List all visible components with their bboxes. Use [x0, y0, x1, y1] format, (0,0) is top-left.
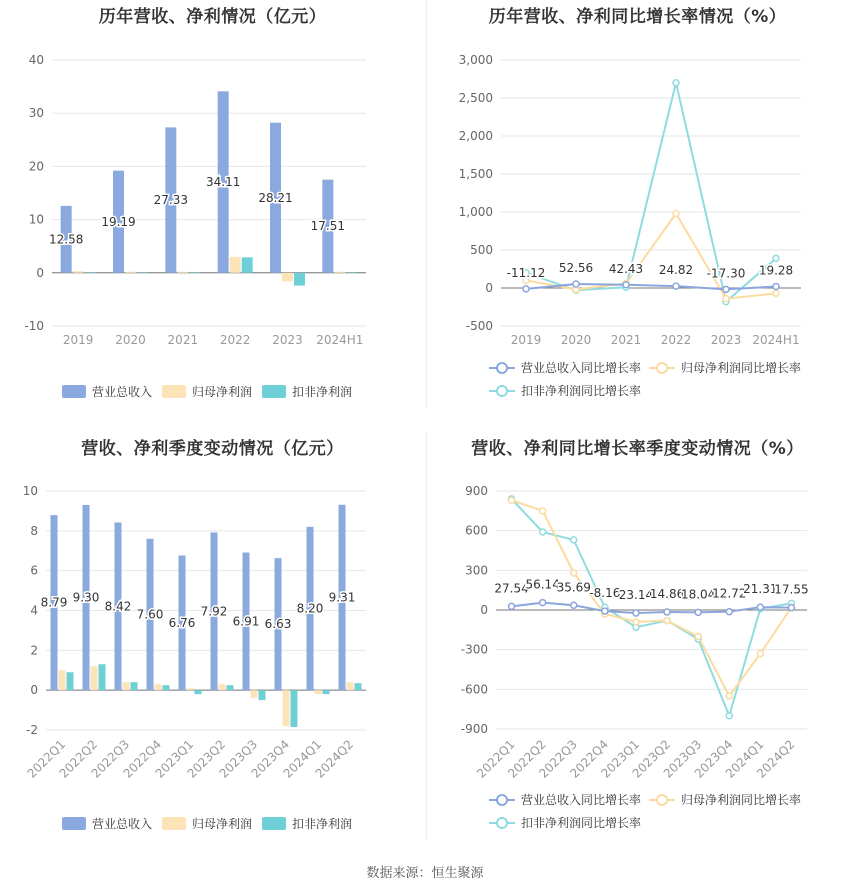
- bar: [334, 272, 345, 273]
- bar: [137, 272, 148, 273]
- legend-swatch: [162, 385, 186, 398]
- y-tick-label: -2: [26, 723, 38, 737]
- annual-revenue-profit-panel: [0, 0, 425, 432]
- x-tick-label: 2021: [610, 333, 642, 347]
- data-label: 23.14: [618, 588, 654, 603]
- y-tick-label: -500: [465, 319, 493, 333]
- legend-swatch: [262, 817, 286, 830]
- data-point: [523, 286, 529, 292]
- x-tick-label: 2023Q4: [248, 737, 293, 781]
- bar: [123, 682, 130, 690]
- data-point: [723, 296, 729, 302]
- data-label: -11.12: [506, 265, 546, 280]
- data-label: 18.04: [680, 587, 716, 602]
- bar: [177, 272, 188, 273]
- data-label: 42.43: [608, 261, 644, 276]
- legend-label: 扣非净利润: [292, 385, 353, 399]
- data-point: [633, 619, 639, 625]
- data-label: -17.30: [706, 266, 746, 281]
- data-label: 7.60: [136, 607, 164, 622]
- legend-swatch: [497, 386, 507, 396]
- x-tick-label: 2023: [710, 333, 742, 347]
- x-tick-label: 2022: [660, 333, 692, 347]
- x-tick-label: 2020: [560, 333, 592, 347]
- bar: [347, 682, 354, 690]
- legend-label: 扣非净利润同比增长率: [521, 384, 642, 398]
- data-label: 21.31: [743, 582, 778, 597]
- legend-label: 营业总收入: [92, 817, 153, 831]
- legend-swatch: [657, 795, 667, 805]
- x-tick-label: 2024H1: [316, 333, 364, 347]
- y-tick-label: 900: [465, 484, 488, 498]
- data-point: [509, 603, 515, 609]
- x-tick-label: 2024H1: [752, 333, 800, 347]
- quarterly-revenue-profit-panel: [0, 432, 425, 864]
- bar: [315, 690, 322, 694]
- data-label: 12.72: [712, 586, 747, 601]
- data-point: [773, 284, 779, 290]
- data-point: [726, 693, 732, 699]
- y-tick-label: -900: [460, 722, 488, 736]
- x-tick-label: 2023Q2: [629, 737, 674, 781]
- data-label: 6.91: [232, 614, 260, 629]
- data-point: [573, 281, 579, 287]
- y-tick-label: 500: [470, 243, 493, 257]
- bar: [242, 257, 253, 272]
- data-label: 19.19: [101, 214, 136, 229]
- legend-label: 归母净利润同比增长率: [681, 793, 802, 807]
- legend-swatch: [657, 363, 667, 373]
- y-tick-label: 10: [22, 484, 38, 498]
- data-label: 6.63: [264, 617, 292, 632]
- bar: [227, 685, 234, 690]
- chart-title: 营收、净利同比增长率季度变动情况（%）: [471, 439, 804, 459]
- quarterly-bar-chart: [0, 432, 425, 842]
- y-tick-label: 40: [28, 53, 44, 67]
- bar: [251, 690, 258, 698]
- y-tick-label: 2,000: [458, 129, 493, 143]
- quarterly-growth-panel: [425, 432, 850, 864]
- legend-label: 营业总收入同比增长率: [521, 361, 642, 375]
- x-tick-label: 2022Q1: [474, 737, 518, 781]
- x-tick-label: 2022Q1: [24, 737, 69, 781]
- data-label: 8.79: [40, 595, 68, 610]
- bar: [294, 273, 305, 286]
- data-label: -8.16: [589, 586, 621, 601]
- x-tick-label: 2022: [219, 333, 251, 347]
- data-label: 35.69: [556, 580, 591, 595]
- data-point: [540, 529, 546, 535]
- data-point: [509, 497, 515, 503]
- bar: [155, 684, 162, 690]
- x-tick-label: 2023Q3: [216, 737, 261, 781]
- data-point: [673, 283, 679, 289]
- bar: [99, 664, 106, 690]
- data-point: [633, 610, 639, 616]
- y-tick-label: 1,500: [458, 167, 493, 181]
- series-line: [512, 603, 792, 613]
- y-tick-label: 4: [30, 603, 38, 618]
- annual-growth-panel: [425, 0, 850, 432]
- y-tick-label: 3,000: [458, 53, 493, 67]
- x-tick-label: 2023Q1: [598, 737, 643, 781]
- data-point: [673, 80, 679, 86]
- y-tick-label: -300: [460, 642, 488, 657]
- data-label: 24.82: [658, 263, 694, 278]
- bar: [323, 690, 330, 694]
- y-tick-label: 600: [465, 523, 488, 538]
- bar: [283, 690, 290, 726]
- data-point: [571, 537, 577, 543]
- annual-bar-chart: [0, 0, 425, 410]
- bar: [85, 272, 96, 273]
- bar: [67, 672, 74, 690]
- x-tick-label: 2023Q1: [152, 737, 197, 781]
- data-point: [726, 713, 732, 719]
- chart-title: 历年营收、净利情况（亿元）: [98, 7, 327, 27]
- data-label: 8.42: [104, 599, 132, 614]
- y-tick-label: -600: [460, 682, 488, 697]
- data-point: [540, 508, 546, 514]
- bar: [259, 690, 266, 700]
- legend-label: 营业总收入同比增长率: [521, 793, 642, 807]
- data-point: [773, 255, 779, 261]
- y-tick-label: 2,500: [458, 91, 493, 105]
- bar: [189, 272, 200, 273]
- legend-label: 归母净利润: [192, 817, 253, 831]
- data-point: [623, 282, 629, 288]
- y-tick-label: 8: [30, 523, 38, 538]
- y-tick-label: 0: [30, 683, 38, 698]
- y-tick-label: 20: [28, 159, 44, 174]
- x-tick-label: 2021: [167, 333, 199, 347]
- data-source: 数据来源：恒生聚源: [366, 866, 484, 881]
- x-tick-label: 2022Q4: [120, 737, 165, 781]
- bar: [355, 683, 362, 690]
- data-point: [773, 290, 779, 296]
- legend-swatch: [497, 818, 507, 828]
- x-tick-label: 2024Q1: [722, 737, 767, 781]
- data-point: [757, 651, 763, 657]
- data-label: 19.28: [758, 263, 794, 278]
- legend-swatch: [62, 817, 86, 830]
- legend-label: 归母净利润同比增长率: [681, 361, 802, 375]
- data-point: [726, 609, 732, 615]
- y-tick-label: 1,000: [458, 205, 493, 219]
- y-tick-label: 300: [465, 563, 488, 578]
- legend-label: 扣非净利润: [292, 817, 353, 831]
- annual-growth-line-chart: [425, 0, 850, 410]
- bar: [187, 688, 194, 690]
- bar: [91, 666, 98, 690]
- chart-title: 营收、净利季度变动情况（亿元）: [81, 439, 344, 459]
- x-tick-label: 2022Q2: [505, 737, 549, 781]
- data-point: [664, 609, 670, 615]
- y-tick-label: -10: [24, 319, 44, 333]
- y-tick-label: 0: [36, 265, 44, 280]
- bar: [291, 690, 298, 727]
- x-tick-label: 2019: [510, 333, 542, 347]
- data-label: 6.76: [168, 615, 196, 630]
- x-tick-label: 2024Q1: [280, 737, 325, 781]
- bar: [59, 670, 66, 690]
- data-label: 52.56: [558, 261, 594, 276]
- data-point: [602, 608, 608, 614]
- bar: [219, 684, 226, 690]
- bar: [125, 272, 136, 273]
- data-label: 28.21: [258, 190, 293, 205]
- data-label: 9.31: [328, 590, 356, 605]
- data-label: 27.33: [153, 193, 189, 208]
- data-point: [695, 633, 701, 639]
- x-tick-label: 2023: [272, 333, 303, 347]
- data-point: [664, 618, 670, 624]
- x-tick-label: 2022Q4: [567, 737, 611, 781]
- data-label: 27.54: [494, 581, 529, 596]
- legend-label: 归母净利润: [192, 385, 253, 399]
- data-point: [788, 605, 794, 611]
- data-label: 17.51: [310, 219, 346, 234]
- data-label: 56.14: [525, 577, 560, 592]
- x-tick-label: 2019: [62, 333, 94, 347]
- x-tick-label: 2023Q4: [691, 737, 736, 781]
- legend-label: 扣非净利润同比增长率: [521, 816, 642, 830]
- quarterly-growth-line-chart: [425, 432, 850, 842]
- data-label: 8.20: [296, 601, 324, 616]
- legend-label: 营业总收入: [92, 385, 153, 399]
- data-point: [695, 609, 701, 615]
- bar: [230, 257, 241, 273]
- legend-swatch: [262, 385, 286, 398]
- x-tick-label: 2020: [115, 333, 146, 347]
- y-tick-label: 10: [28, 212, 44, 227]
- bar: [73, 271, 84, 273]
- legend-swatch: [497, 363, 507, 373]
- data-point: [571, 570, 577, 576]
- x-tick-label: 2024Q2: [312, 737, 357, 781]
- bar: [346, 272, 357, 273]
- data-label: 34.11: [205, 175, 241, 190]
- x-tick-label: 2022Q3: [536, 737, 580, 781]
- data-point: [540, 600, 546, 606]
- y-tick-label: 0: [485, 281, 493, 295]
- x-tick-label: 2023Q3: [660, 737, 705, 781]
- bar: [163, 685, 170, 690]
- data-point: [673, 211, 679, 217]
- bar: [195, 690, 202, 694]
- y-tick-label: 2: [30, 643, 38, 658]
- data-label: 12.58: [48, 232, 84, 247]
- x-tick-label: 2023Q2: [184, 737, 229, 781]
- data-point: [723, 286, 729, 292]
- data-label: 7.92: [200, 604, 228, 619]
- y-tick-label: 30: [28, 106, 44, 121]
- chart-title: 历年营收、净利同比增长率情况（%）: [488, 7, 787, 27]
- y-tick-label: 0: [480, 603, 488, 617]
- legend-swatch: [162, 817, 186, 830]
- bar: [131, 682, 138, 690]
- bar: [282, 273, 293, 282]
- data-label: 14.86: [649, 586, 685, 601]
- data-point: [757, 604, 763, 610]
- x-tick-label: 2022Q3: [88, 737, 133, 781]
- legend-swatch: [497, 795, 507, 805]
- x-tick-label: 2022Q2: [56, 737, 101, 781]
- legend-swatch: [62, 385, 86, 398]
- x-tick-label: 2024Q2: [753, 737, 798, 781]
- y-tick-label: 6: [30, 563, 38, 578]
- data-label: 17.55: [774, 582, 809, 597]
- data-label: 9.30: [72, 590, 100, 605]
- data-point: [571, 602, 577, 608]
